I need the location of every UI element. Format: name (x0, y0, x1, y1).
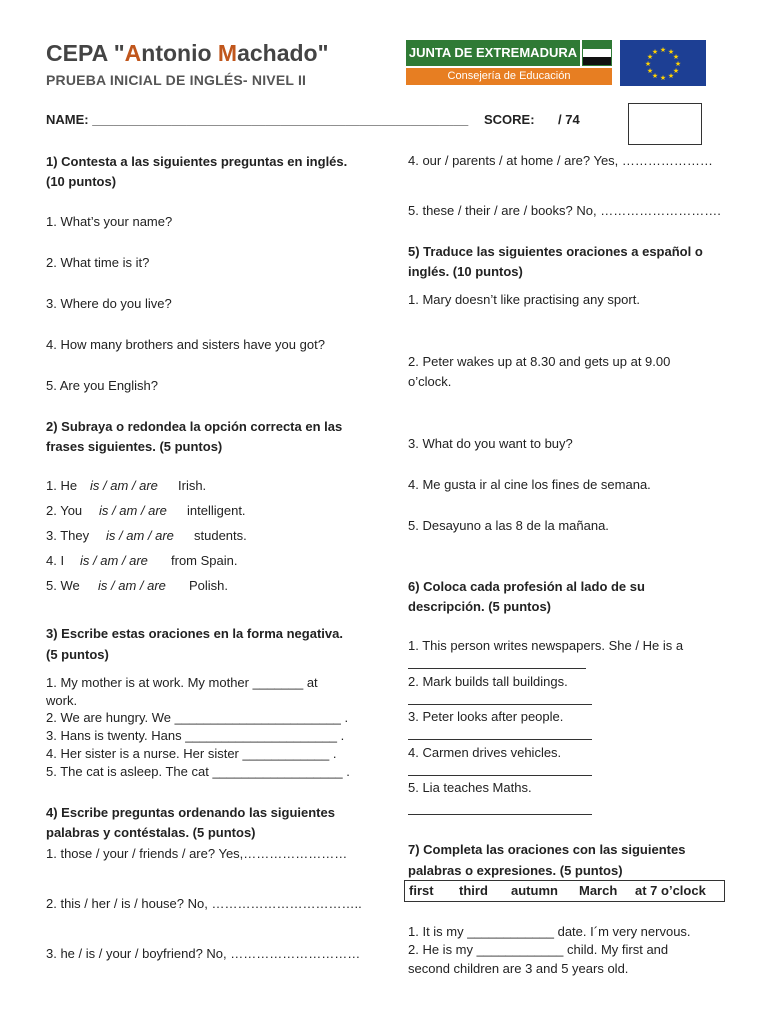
s5-sentence-3: 3. What do you want to buy? (408, 436, 573, 451)
s2-item-1-rest: Irish. (178, 478, 207, 493)
s2-item-3-subject: 3. They (46, 528, 90, 543)
s7-sentence-1: 1. It is my ____________ date. I´m very nervous. (408, 924, 691, 939)
page-subtitle: PRUEBA INICIAL DE INGLÉS- NIVEL II (46, 72, 307, 88)
word-bank-item: March (579, 883, 618, 898)
s4-question-1: 1. those / your / friends / are? Yes,…………………… (46, 846, 348, 861)
s6-answer-line-1[interactable] (408, 668, 586, 669)
s5-sentence-1: 1. Mary doesn’t like practising any sport. (408, 292, 640, 307)
svg-text:★: ★ (674, 60, 682, 68)
s2-item-2-subject: 2. You (46, 503, 83, 518)
s4-question-4: 4. our / parents / at home / are? Yes, ………………… (408, 153, 713, 168)
word-bank-table (404, 880, 725, 902)
junta-extremadura-logo (406, 40, 612, 86)
s6-answer-line-2[interactable] (408, 704, 592, 705)
s3-sentence-4: 4. Her sister is a nurse. Her sister ____________ . (46, 746, 337, 761)
s2-item-2-rest: intelligent. (187, 503, 246, 518)
s2-item-5-subject: 5. We (46, 578, 80, 593)
score-total: / 74 (558, 112, 580, 127)
s2-item-4-options[interactable]: is / am / are (80, 553, 148, 568)
word-bank-item: third (459, 883, 488, 898)
svg-text:★: ★ (667, 48, 675, 56)
s7-sentence-2-cont: second children are 3 and 5 years old. (408, 961, 629, 976)
svg-text:★: ★ (672, 53, 680, 61)
s6-description-5: 5. Lia teaches Maths. (408, 780, 532, 795)
s3-sentence-5: 5. The cat is asleep. The cat __________________ . (46, 764, 350, 779)
s2-item-3-options[interactable]: is / am / are (106, 528, 174, 543)
word-bank-item: first (409, 883, 434, 898)
s7-sentence-2: 2. He is my ____________ child. My first and (408, 942, 669, 957)
s2-item-3-rest: students. (194, 528, 247, 543)
s1-question-2: 2. What time is it? (46, 255, 150, 270)
s5-sentence-5: 5. Desayuno a las 8 de la mañana. (408, 518, 609, 533)
section-6-heading: 6) Coloca cada profesión al lado de su (408, 579, 645, 594)
s1-question-4: 4. How many brothers and sisters have you got? (46, 337, 325, 352)
s3-sentence-1-cont: work. (46, 693, 78, 708)
section-5-heading: 5) Traduce las siguientes oraciones a español o (408, 244, 703, 259)
section-2-heading-points: frases siguientes. (5 puntos) (46, 439, 223, 454)
extremadura-flag-icon (582, 40, 612, 66)
eu-flag-icon (620, 40, 706, 86)
section-3-heading: 3) Escribe estas oraciones en la forma negativa. (46, 626, 343, 641)
s5-sentence-2-cont: o’clock. (408, 374, 452, 389)
s2-item-1-options[interactable]: is / am / are (90, 478, 158, 493)
score-label: SCORE: (484, 112, 535, 127)
section-1-heading: 1) Contesta a las siguientes preguntas en inglés. (46, 154, 348, 169)
s2-item-2-options[interactable]: is / am / are (99, 503, 167, 518)
junta-logo-subtext: Consejería de Educación (406, 68, 612, 85)
s2-item-1-subject: 1. He (46, 478, 78, 493)
svg-text:★: ★ (651, 72, 659, 80)
s1-question-1: 1. What’s your name? (46, 214, 173, 229)
section-1-heading-points: (10 puntos) (46, 174, 117, 189)
s6-description-2: 2. Mark builds tall buildings. (408, 674, 568, 689)
svg-text:★: ★ (646, 53, 654, 61)
section-5-heading-points: inglés. (10 puntos) (408, 264, 523, 279)
s3-sentence-2: 2. We are hungry. We _______________________ . (46, 710, 349, 725)
svg-text:★: ★ (659, 74, 667, 82)
s6-description-1: 1. This person writes newspapers. She / He is a (408, 638, 684, 653)
score-box[interactable] (628, 103, 702, 145)
svg-text:★: ★ (667, 72, 675, 80)
s5-sentence-4: 4. Me gusta ir al cine los fines de semana. (408, 477, 651, 492)
svg-text:★: ★ (646, 67, 654, 75)
s6-description-3: 3. Peter looks after people. (408, 709, 564, 724)
s4-question-2: 2. this / her / is / house? No, …………………………….. (46, 896, 362, 911)
s5-sentence-2: 2. Peter wakes up at 8.30 and gets up at 9.00 (408, 354, 671, 369)
section-6-heading-points: descripción. (5 puntos) (408, 599, 552, 614)
section-7-heading-points: palabras o expresiones. (5 puntos) (408, 863, 623, 878)
section-4-heading: 4) Escribe preguntas ordenando las siguientes (46, 805, 335, 820)
s2-item-4-subject: 4. I (46, 553, 65, 568)
s6-answer-line-5[interactable] (408, 814, 592, 815)
s2-item-4-rest: from Spain. (171, 553, 238, 568)
junta-logo-text: JUNTA DE EXTREMADURA (406, 40, 580, 66)
page-title: CEPA "Antonio Machado" (46, 40, 329, 66)
s6-description-4: 4. Carmen drives vehicles. (408, 745, 562, 760)
s6-answer-line-4[interactable] (408, 775, 592, 776)
section-3-heading-points: (5 puntos) (46, 647, 109, 662)
svg-text:★: ★ (644, 60, 652, 68)
s2-item-5-rest: Polish. (189, 578, 229, 593)
word-bank-item: autumn (511, 883, 558, 898)
s4-question-5: 5. these / their / are / books? No, ………………………. (408, 203, 721, 218)
s3-sentence-3: 3. Hans is twenty. Hans _____________________ . (46, 728, 345, 743)
s3-sentence-1: 1. My mother is at work. My mother _______ at (46, 675, 318, 690)
section-7-heading: 7) Completa las oraciones con las siguientes (408, 842, 686, 857)
s1-question-5: 5. Are you English? (46, 378, 159, 393)
s2-item-5-options[interactable]: is / am / are (98, 578, 166, 593)
s1-question-3: 3. Where do you live? (46, 296, 172, 311)
svg-text:★: ★ (659, 46, 667, 54)
section-2-heading: 2) Subraya o redondea la opción correcta en las (46, 419, 343, 434)
word-bank-item: at 7 o’clock (635, 883, 706, 898)
section-4-heading-points: palabras y contéstalas. (5 puntos) (46, 825, 256, 840)
svg-text:★: ★ (672, 67, 680, 75)
svg-text:★: ★ (651, 48, 659, 56)
s4-question-3: 3. he / is / your / boyfriend? No, ………………………… (46, 946, 361, 961)
name-field-label: NAME: ____________________________________________________ (46, 112, 469, 127)
s6-answer-line-3[interactable] (408, 739, 592, 740)
